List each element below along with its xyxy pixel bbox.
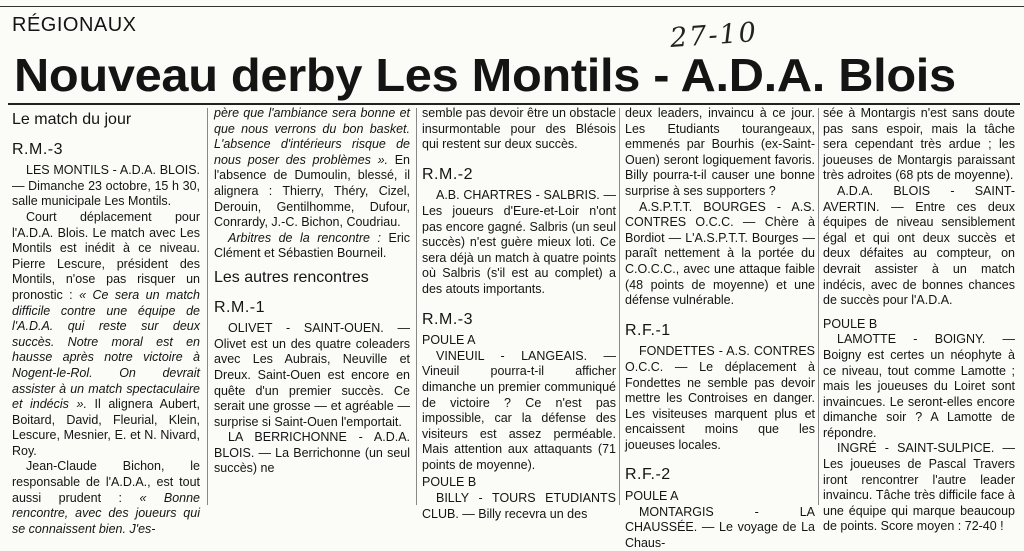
category-heading: R.F.-1 — [625, 321, 671, 339]
paragraph: FONDETTES - A.S. CONTRES O.C.C. — Le déplacement à Fondettes ne semble pas devoir mettre les Controises en danger. Les visiteuses marquent plus et encaissent moins que les joueuses locales. — [625, 344, 815, 452]
poule-label: POULE B — [422, 475, 477, 490]
paragraph: VINEUIL - LANGEAIS. — Vineuil pourra-t-il afficher dimanche un premier communiqué de victoire ? Ce n'est pas impossible, car la défense des visiteurs est assez perméable. Mais attention aux attaquants (71 points de moyenne). — [422, 348, 616, 472]
paragraph — [12, 459, 200, 537]
poule-label: POULE A — [422, 333, 476, 348]
category-heading: R.M.-3 — [12, 140, 63, 158]
handwritten-date: 27-10 — [669, 16, 759, 55]
category-heading: R.M.-1 — [214, 298, 265, 316]
subheading: Les autres rencontres — [214, 268, 369, 286]
paragraph: INGRÉ - SAINT-SULPICE. — Les joueuses de Pascal Travers iront rencontrer l'autre leader invaincu. Tâche très difficile face à une équipe qui marque beaucoup de points. Score moyen : 72-40 ! — [823, 441, 1015, 534]
paragraph: deux leaders, invaincu à ce jour. Les Etudiants tourangeaux, emmenés par Bourhis (ex-Saint-Ouen) seront logiquement favoris. Billy pourra-t-il causer une bonne surprise à ses supporters ? — [625, 106, 815, 198]
section-label: RÉGIONAUX — [12, 14, 137, 36]
column-divider — [207, 108, 208, 505]
category-heading: R.F.-2 — [625, 466, 671, 484]
top-rule — [0, 6, 1024, 7]
category-heading: R.M.-3 — [422, 310, 473, 328]
match-du-jour-kicker: Le match du jour — [12, 111, 132, 128]
article-column-3 — [422, 106, 616, 521]
article-column-5 — [823, 106, 1015, 534]
paragraph: LES MONTILS - A.D.A. BLOIS. — Dimanche 23 octobre, 15 h 30, salle municipale Les Montils. — [12, 163, 200, 209]
article-column-1 — [12, 106, 200, 536]
paragraph: A.S.P.T.T. BOURGES - A.S. CONTRES O.C.C. — Chère à Bordiot — L'A.S.P.T.T. Bourges — paraît nettement à la portée du C.O.C.C., avec une attaque faible (48 points de moyenne) et une défense vulnérable. — [625, 199, 815, 308]
paragraph: A.B. CHARTRES - SALBRIS. — Les joueurs d'Eure-et-Loir n'ont pas encore gagné. Salbris (un seul succès) n'est guère mieux loti. Ce sera déjà un match à quatre points où Salbris (s'il est au complet) a des atouts importants. — [422, 188, 616, 296]
text: Court déplacement pour l'A.D.A. Blois. Le match avec Les Montils est inédit à ce niveau. Pierre Lescure, président des Montils, n'ose pas risquer un pronostic : — [12, 209, 200, 302]
quote: « Bonne rencontre, avec des joueurs qui se connaissent bien. J'es- — [12, 490, 200, 536]
column-divider — [619, 108, 620, 505]
text: En l'absence de Dumoulin, blessé, il alignera : Thierry, Théry, Cizel, Derouin, Gentilhomme, Dufour, Conrardy, J.-C. Bichon, Coudriau. — [214, 152, 410, 230]
paragraph — [12, 210, 200, 460]
paragraph: LAMOTTE - BOIGNY. — Boigny est certes un néophyte à ce niveau, tout comme Lamotte ; mais les joueuses du Loiret sont invaincues. Le seront-elles encore dimanche soir ? A Lamotte de répondre. — [823, 332, 1015, 440]
article-column-2 — [214, 106, 410, 505]
paragraph: A.D.A. BLOIS - SAINT-AVERTIN. — Entre ces deux équipes de niveau sensiblement égal et qui ont deux succès et deux défaites au compteur, on devrait assister à un match indécis, avec de bonnes chances de succès pour l'A.D.A. — [823, 183, 1015, 308]
paragraph: MONTARGIS - LA CHAUSSÉE. — Le voyage de La Chaus- — [625, 504, 815, 550]
quote: « Ce sera un match difficile contre une équipe de l'A.D.A. qui reste sur deux succès. Notre moral est en hausse après notre victoire à Nogent-le-Rol. On devrait assister à un match spectaculaire et indécis ». — [12, 287, 200, 412]
paragraph: LA BERRICHONNE - A.D.A. BLOIS. — La Berrichonne (un seul succès) ne — [214, 430, 410, 476]
paragraph: BILLY - TOURS ETUDIANTS CLUB. — Billy recevra un des — [422, 491, 616, 521]
category-heading: R.M.-2 — [422, 165, 473, 183]
paragraph: OLIVET - SAINT-OUEN. — Olivet est un des quatre coleaders avec Les Aubrais, Neuville et Dreux. Saint-Ouen est encore en quête d'un premier succès. Ce serait une grosse — et agréable — surprise si Saint-Ouen l'emportait. — [214, 321, 410, 429]
column-divider — [416, 108, 417, 505]
article-column-4 — [625, 106, 815, 550]
headline: Nouveau derby Les Montils - A.D.A. Blois — [14, 49, 956, 101]
headline-rule — [8, 103, 1020, 105]
text: Il alignera Aubert, Boitard, David, Fleurial, Klein, Lescure, Mesnier, E. et N. Nivard, Roy. — [12, 397, 200, 458]
paragraph — [214, 106, 410, 231]
referees-label: Arbitres de la rencontre : — [228, 230, 381, 245]
poule-label: POULE A — [625, 489, 679, 504]
text: Jean-Claude Bichon, le responsable de l'A.D.A., est tout aussi prudent : — [12, 459, 200, 505]
paragraph — [214, 231, 410, 262]
text: Eric Clément et Sébastien Bourneil. — [214, 230, 411, 261]
poule-label: POULE B — [823, 316, 878, 331]
quote: père que l'ambiance sera bonne et que nous verrons du bon basket. L'absence d'intérieurs risque de nous poser des problèmes ». — [214, 106, 410, 167]
paragraph: sée à Montargis n'est sans doute pas sans espoir, mais la tâche sera cependant très ardue ; les joueuses de Montargis paraissant très adroites (68 pts de moyenne). — [823, 106, 1015, 183]
paragraph: semble pas devoir être un obstacle insurmontable pour des Blésois qui restent sur deux succès. — [422, 106, 616, 152]
column-divider — [818, 108, 819, 505]
